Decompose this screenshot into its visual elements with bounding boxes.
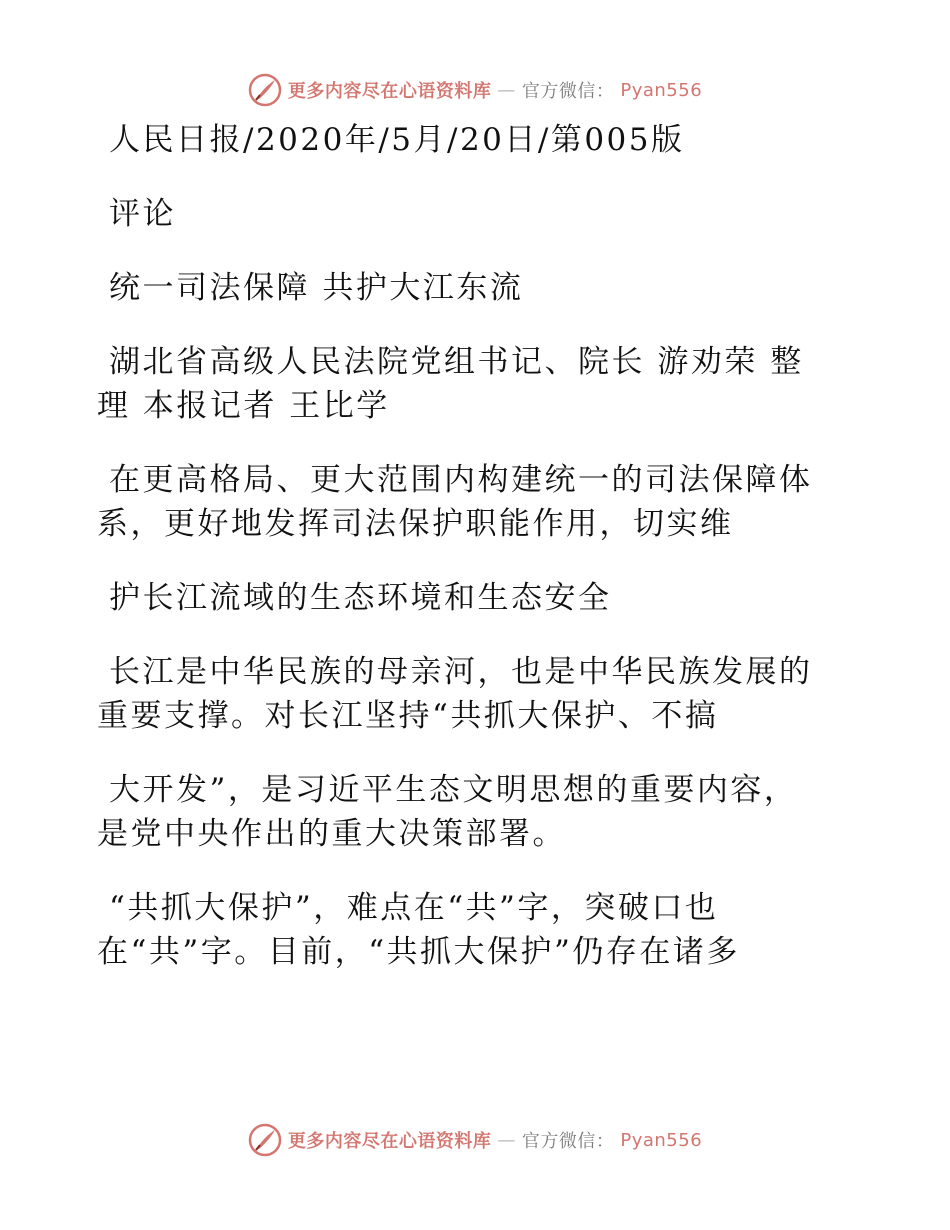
watermark-separator: — <box>497 1129 516 1151</box>
footer-watermark <box>0 1120 950 1160</box>
watermark-main-text: 更多内容尽在心语资料库 <box>287 1131 492 1152</box>
quill-logo-icon <box>248 1123 282 1157</box>
header-watermark <box>0 70 950 110</box>
watermark-wechat-id: Pyan556 <box>620 1129 703 1151</box>
watermark-wechat-id: Pyan556 <box>620 79 703 101</box>
paragraph-2-line-1: “共抓大保护”，难点在“共”字，突破口也 <box>109 890 719 926</box>
lead-line-3: 护长江流域的生态环境和生态安全 <box>109 580 612 616</box>
paragraph-1-line-1: 长江是中华民族的母亲河，也是中华民族发展的 <box>109 654 813 690</box>
article-body <box>97 118 837 974</box>
byline-line-2: 理 本报记者 王比学 <box>97 388 390 424</box>
lead-line-2: 系，更好地发挥司法保护职能作用，切实维 <box>97 506 734 542</box>
quill-logo-icon <box>248 73 282 107</box>
article-title: 统一司法保障 共护大江东流 <box>109 270 524 306</box>
watermark-main-text: 更多内容尽在心语资料库 <box>287 81 492 102</box>
lead-line-1: 在更高格局、更大范围内构建统一的司法保障体 <box>109 462 813 498</box>
paragraph-1-line-4: 是党中央作出的重大决策部署。 <box>97 816 566 852</box>
source-line: 人民日报/2020年/5月/20日/第005版 <box>109 122 685 158</box>
watermark-official-label: 官方微信： <box>521 81 615 102</box>
paragraph-1-line-3: 大开发”，是习近平生态文明思想的重要内容， <box>109 772 798 808</box>
byline-line-1: 湖北省高级人民法院党组书记、院长 游劝荣 整 <box>109 344 804 380</box>
watermark-separator: — <box>497 79 516 101</box>
section-label: 评论 <box>109 196 176 232</box>
paragraph-2-line-2: 在“共”字。目前，“共抓大保护”仍存在诸多 <box>97 934 740 970</box>
paragraph-1-line-2: 重要支撑。对长江坚持“共抓大保护、不搞 <box>97 698 719 734</box>
watermark-official-label: 官方微信： <box>521 1131 615 1152</box>
